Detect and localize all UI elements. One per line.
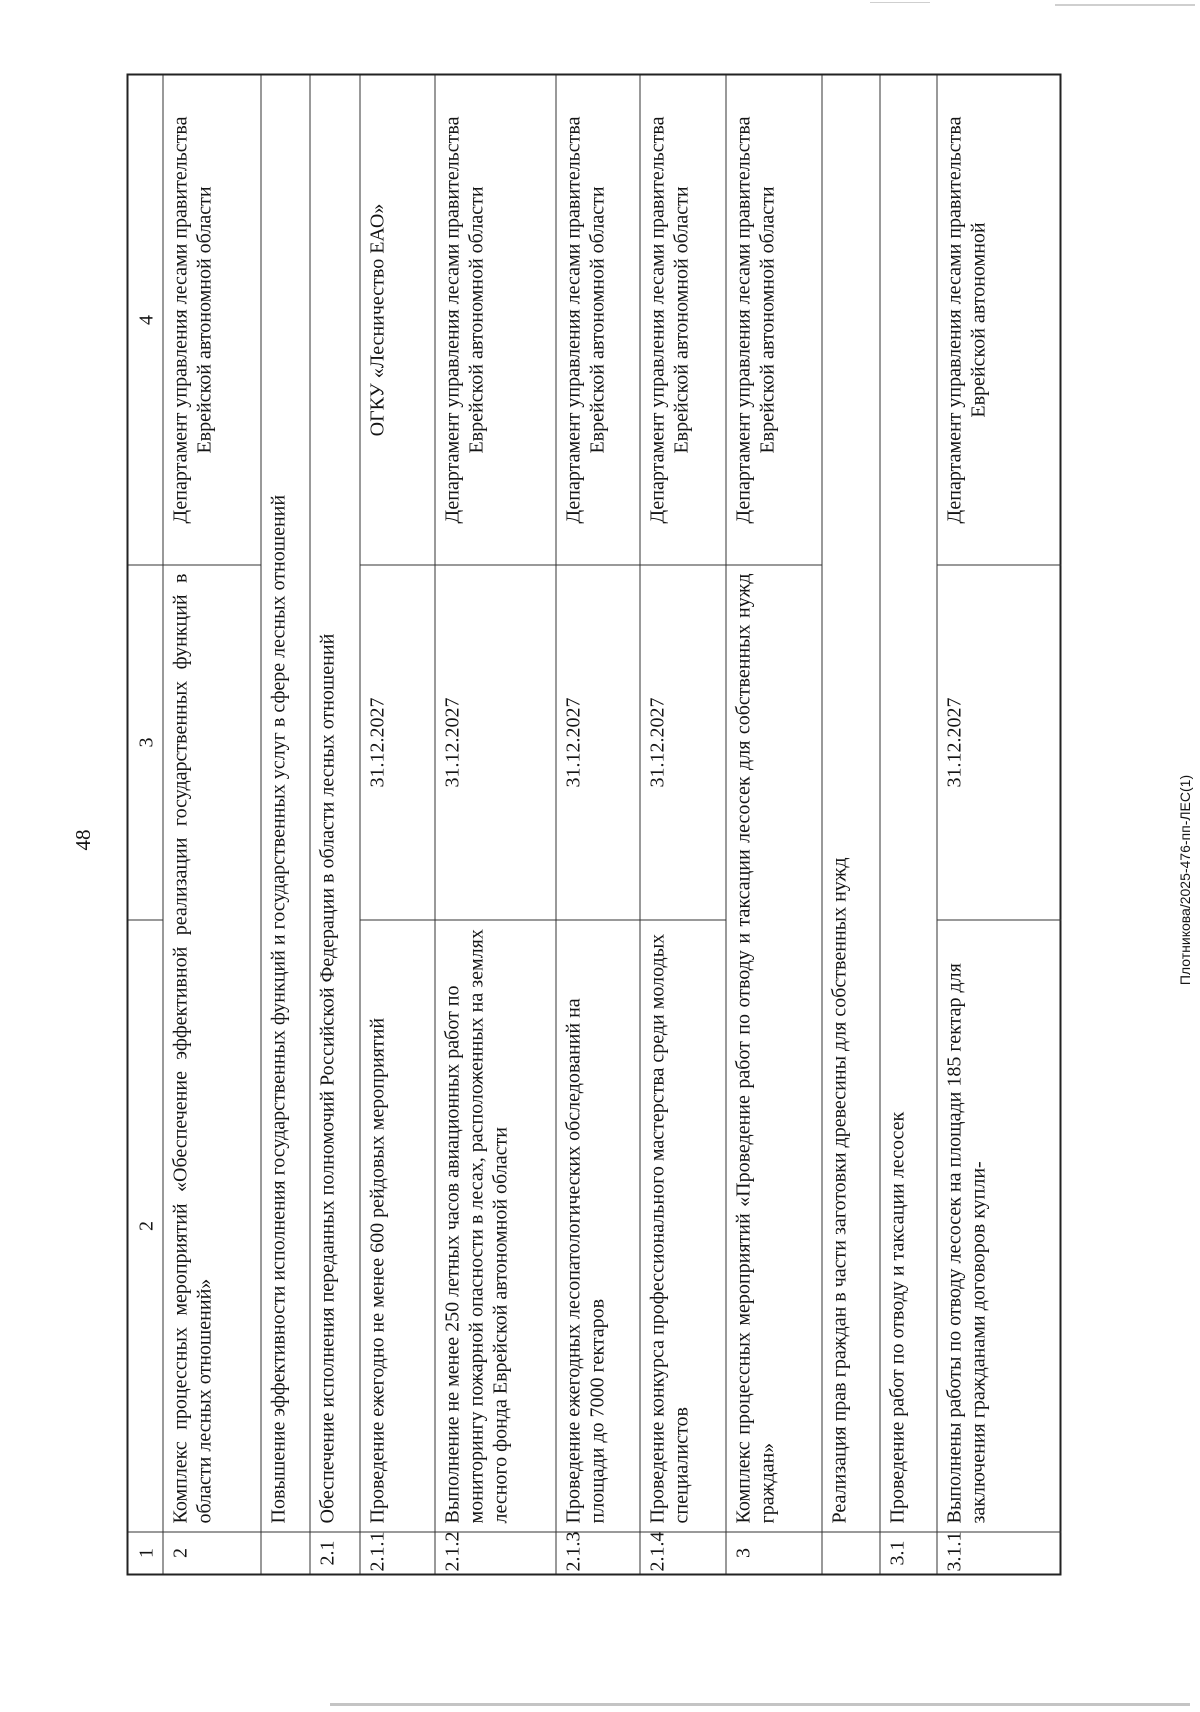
- row-responsible: ОГКУ «Лесничество ЕАО»: [366, 203, 389, 437]
- plan-table: [127, 74, 1062, 1576]
- scan-artifact-bottom: [330, 1703, 1190, 1706]
- row-text: Проведение ежегодно не менее 600 рейдовых мероприятий: [360, 920, 435, 1532]
- header-col-1: 1: [129, 1532, 163, 1574]
- row-responsible: Департамент управления лесами правительства Еврейской автономной области: [441, 116, 488, 524]
- row-date: 31.12.2027: [360, 565, 435, 920]
- section-heading-row: [880, 76, 938, 1574]
- row-text: Комплекс процессных мероприятий «Проведение работ по отводу и таксации лесосек для собственных нужд граждан»: [726, 565, 822, 1532]
- header-col-4: 4: [135, 315, 158, 325]
- row-number: 3.1.1: [937, 1532, 1062, 1574]
- table-row: [726, 76, 823, 1574]
- row-text: Выполнение не менее 250 летных часов авиационных работ по мониторингу пожарной опасности в лесах, расположенных на землях лесного фонда Еврейской автономной области: [435, 920, 556, 1532]
- row-responsible: Департамент управления лесами правительства Еврейской автономной области: [169, 116, 216, 524]
- row-text: Проведение ежегодных лесопатологических обследований на площади до 7000 гектаров: [556, 920, 640, 1532]
- row-number: 2.1.4: [640, 1532, 726, 1574]
- table-row: [937, 76, 1062, 1574]
- page-number: 48: [71, 829, 95, 851]
- row-text: Выполнены работы по отводу лесосек на площади 185 гектар для заключения гражданами договоров купли-: [937, 920, 1062, 1532]
- row-number: [261, 1532, 310, 1574]
- table-row: [163, 76, 262, 1574]
- row-responsible: Департамент управления лесами правительства Еврейской автономной области: [562, 116, 609, 524]
- document-footer-code: Плотникова/2025-476-пп-ЛЕС(1): [1177, 774, 1193, 986]
- section-heading-row: [261, 76, 311, 1574]
- row-number: 2.1.2: [435, 1532, 556, 1574]
- row-text: Проведение конкурса профессионального мастерства среди молодых специалистов: [640, 920, 726, 1532]
- scan-artifact-top: [1055, 4, 1195, 6]
- table-row: [640, 76, 727, 1574]
- row-number: [822, 1532, 880, 1574]
- row-responsible: Департамент управления лесами правительства Еврейской автономной: [943, 116, 990, 524]
- row-number: 2.1.1: [360, 1532, 435, 1574]
- section-heading-row: [310, 76, 361, 1574]
- row-responsible: Департамент управления лесами правительства Еврейской автономной области: [646, 116, 693, 524]
- section-heading: Проведение работ по отводу и таксации лесосек: [886, 1111, 909, 1524]
- header-col-2: 2: [129, 920, 163, 1532]
- section-heading: Повышение эффективности исполнения государственных функций и государственных услуг в сфере лесных отношений: [267, 494, 290, 1524]
- section-heading-row: [822, 76, 881, 1574]
- row-date: 31.12.2027: [937, 565, 1062, 920]
- row-number: 3: [726, 1532, 822, 1574]
- header-col-3: 3: [129, 565, 163, 920]
- section-heading: Обеспечение исполнения переданных полномочий Российской Федерации в области лесных отношений: [316, 633, 339, 1524]
- table-row: [360, 76, 436, 1574]
- row-number: 2.1: [310, 1532, 360, 1574]
- row-number: 3.1: [880, 1532, 937, 1574]
- table-row: [435, 76, 557, 1574]
- row-responsible: Департамент управления лесами правительства Еврейской автономной области: [732, 116, 779, 524]
- section-heading: Реализация прав граждан в части заготовки древесины для собственных нужд: [828, 857, 851, 1524]
- scan-artifact-top-short: [870, 2, 930, 3]
- table-header-row: [129, 76, 164, 1574]
- row-date: 31.12.2027: [640, 565, 726, 920]
- row-text: Комплекс процессных мероприятий «Обеспечение эффективной реализации государственных функций в области лесных отношений»: [163, 565, 261, 1532]
- row-date: 31.12.2027: [435, 565, 556, 920]
- row-number: 2: [163, 1532, 261, 1574]
- table-row: [556, 76, 641, 1574]
- row-date: 31.12.2027: [556, 565, 640, 920]
- row-number: 2.1.3: [556, 1532, 640, 1574]
